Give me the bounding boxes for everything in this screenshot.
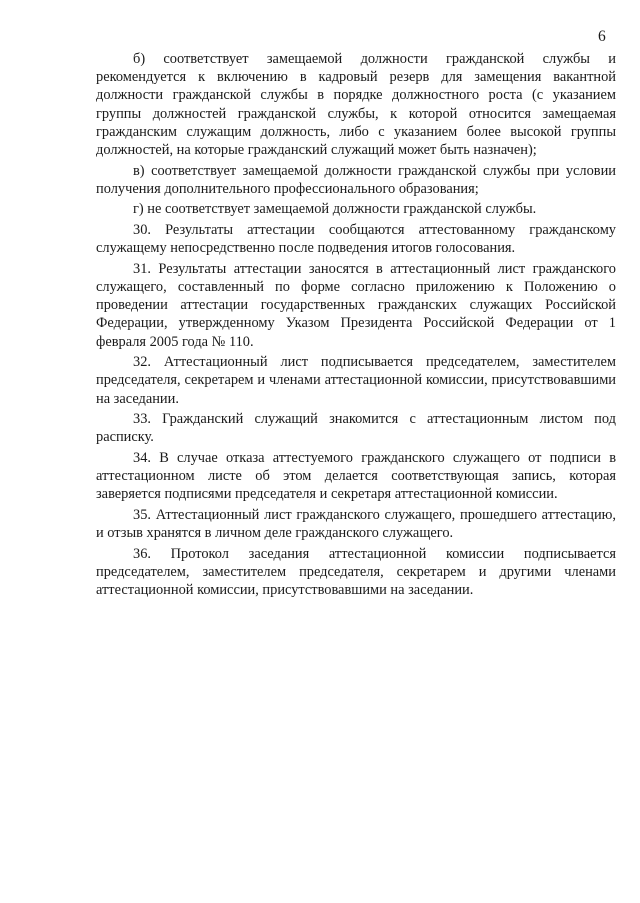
- paragraph-v: в) соответствует замещаемой должности гражданской службы при условии получения дополнительного профессионального образования;: [96, 162, 616, 197]
- paragraph-35: 35. Аттестационный лист гражданского служащего, прошедшего аттестацию, и отзыв хранятся в личном деле гражданского служащего.: [96, 507, 616, 542]
- paragraph-31: 31. Результаты аттестации заносятся в аттестационный лист гражданского служащего, составленный по форме согласно приложению к Положению о проведении аттестации государственных гражданских служащих Российской Федерации, утвержденному Указом Президента Российской Федерации от 1 февраля 2005 года № 110.: [96, 260, 616, 350]
- paragraph-36: 36. Протокол заседания аттестационной комиссии подписывается председателем, заместителем председателя, секретарем и другими членами аттестационной комиссии, присутствовавшими на заседании.: [96, 545, 616, 599]
- paragraph-b: б) соответствует замещаемой должности гражданской службы и рекомендуется к включению в кадровый резерв для замещения вакантной должности гражданской службы в порядке должностного роста (с указанием группы должностей гражданской службы, к которой относится замещаемая гражданским служащим должность, либо с указанием более высокой группы должностей, на которые гражданский служащий может быть назначен);: [96, 51, 616, 159]
- paragraph-33: 33. Гражданский служащий знакомится с аттестационным листом под расписку.: [96, 411, 616, 446]
- paragraph-34: 34. В случае отказа аттестуемого гражданского служащего от подписи в аттестационном листе об этом делается соответствующая запись, которая заверяется подписями председателя и секретаря аттестационной комиссии.: [96, 450, 616, 503]
- document-body: [96, 50, 616, 602]
- paragraph-g: г) не соответствует замещаемой должности гражданской службы.: [133, 201, 537, 218]
- paragraph-32: 32. Аттестационный лист подписывается председателем, заместителем председателя, секретарем и членами аттестационной комиссии, присутствовавшими на заседании.: [96, 354, 616, 407]
- page-number: 6: [598, 28, 606, 45]
- paragraph-30: 30. Результаты аттестации сообщаются аттестованному гражданскому служащему непосредственно после подведения итогов голосования.: [96, 222, 616, 257]
